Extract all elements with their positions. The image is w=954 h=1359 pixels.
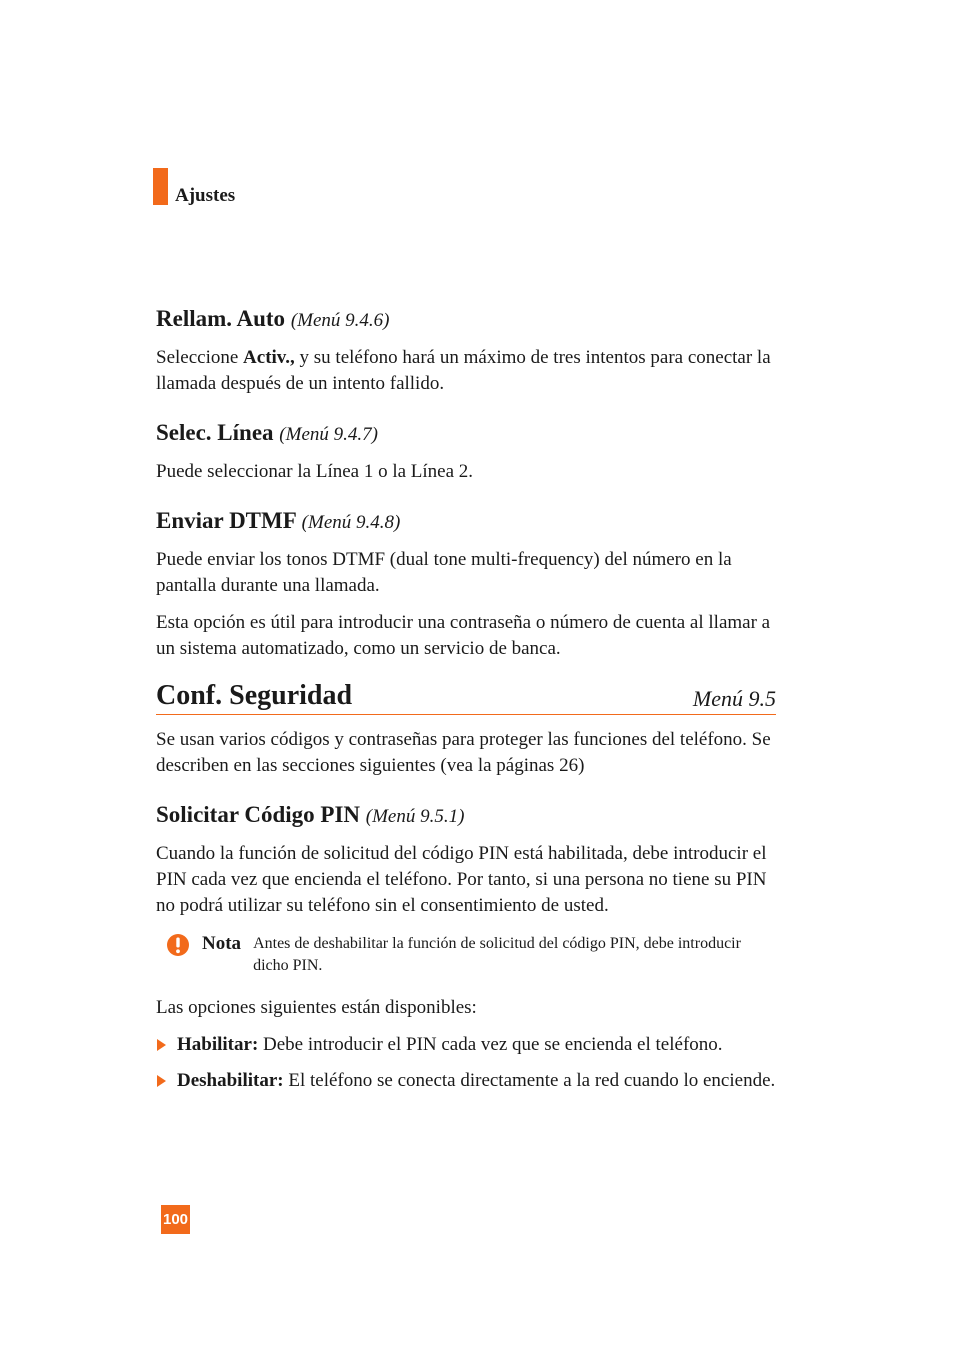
paragraph-dtmf-1: Puede enviar los tonos DTMF (dual tone multi-frequency) del número en la pantalla durante una llamada. — [156, 549, 732, 596]
section-title: Conf. Seguridad — [156, 680, 353, 711]
paragraph-seguridad: Se usan varios códigos y contraseñas para proteger las funciones del teléfono. Se describen en las secciones siguientes (vea la páginas 26) — [156, 729, 771, 776]
heading-title: Enviar DTMF — [156, 508, 296, 533]
paragraph-rellam-auto — [156, 345, 776, 397]
paragraph-selec-linea: Puede seleccionar la Línea 1 o la Línea 2. — [156, 461, 474, 482]
triangle-bullet-icon — [156, 1032, 168, 1058]
heading-solicitar-pin — [156, 800, 776, 832]
list-item-description: El teléfono se conecta directamente a la red cuando lo enciende. — [283, 1070, 776, 1091]
heading-menu-ref: (Menú 9.4.6) — [290, 310, 390, 331]
header-title: Ajustes — [175, 185, 236, 206]
section-menu-ref: Menú 9.5 — [692, 686, 776, 711]
triangle-bullet-icon — [156, 1068, 168, 1094]
heading-title: Selec. Línea — [156, 420, 274, 445]
list-item — [156, 1032, 776, 1058]
list-item — [156, 1068, 776, 1094]
heading-menu-ref: (Menú 9.5.1) — [365, 806, 465, 827]
list-item-label: Deshabilitar: — [177, 1070, 284, 1091]
heading-selec-linea — [156, 418, 776, 450]
text-run: y su teléfono hará un máximo de tres intentos para conectar la llamada después de un intento fallido. — [156, 347, 771, 394]
list-item-description: Debe introducir el PIN cada vez que se encienda el teléfono. — [258, 1034, 723, 1055]
page-number: 100 — [161, 1205, 190, 1234]
heading-enviar-dtmf — [156, 506, 776, 538]
list-item-text — [177, 1068, 775, 1094]
section-heading-conf-seguridad — [156, 680, 776, 715]
paragraph-pin: Cuando la función de solicitud del código PIN está habilitada, debe introducir el PIN cada vez que encienda el teléfono. Por tanto, si una persona no tiene su PIN no podrá utilizar su teléfono sin el consentimiento de usted. — [156, 843, 767, 916]
note-box — [166, 933, 776, 977]
heading-title: Solicitar Código PIN — [156, 802, 361, 827]
heading-menu-ref: (Menú 9.4.7) — [279, 424, 378, 445]
note-label: Nota — [202, 933, 242, 954]
header-accent-bar — [153, 168, 168, 205]
text-run: Seleccione — [156, 347, 244, 368]
exclamation-icon — [166, 933, 190, 957]
note-text: Antes de deshabilitar la función de solicitud del código PIN, debe introducir dicho PIN. — [253, 935, 741, 974]
heading-rellam-auto — [156, 304, 776, 336]
options-intro: Las opciones siguientes están disponibles: — [156, 997, 477, 1018]
page-content — [156, 304, 776, 1104]
heading-title: Rellam. Auto — [156, 306, 286, 331]
paragraph-dtmf-2: Esta opción es útil para introducir una contraseña o número de cuenta al llamar a un sistema automatizado, como un servicio de banca. — [156, 612, 771, 659]
list-item-text — [177, 1032, 723, 1058]
text-bold-run: Activ., — [243, 347, 295, 368]
heading-menu-ref: (Menú 9.4.8) — [301, 512, 401, 533]
list-item-label: Habilitar: — [177, 1034, 259, 1055]
